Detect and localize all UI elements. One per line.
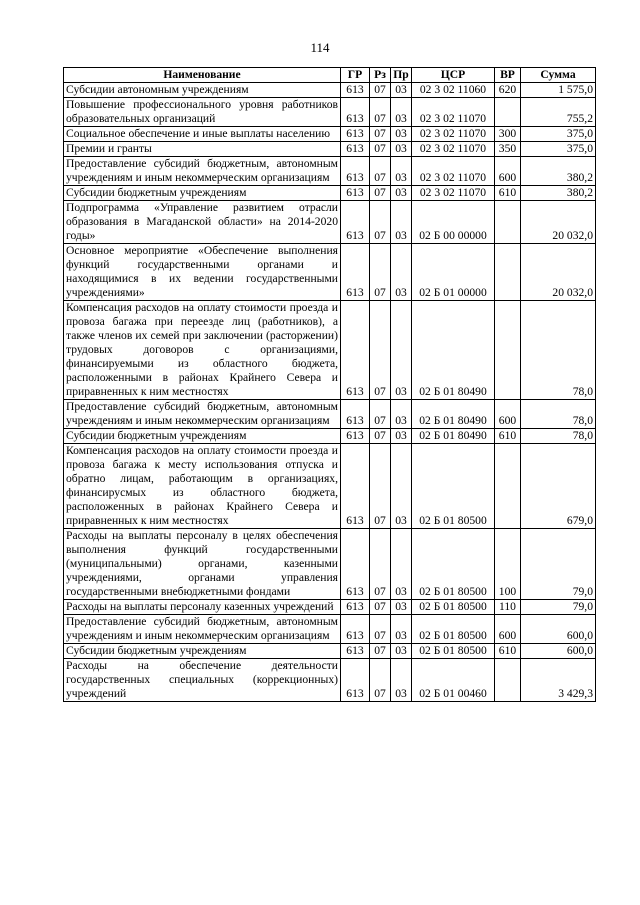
cell-rz: 07 (370, 98, 391, 127)
cell-name: Предоставление субсидий бюджетным, автономным учреждениям и иным некоммерческим организациям (64, 400, 341, 429)
cell-rz: 07 (370, 444, 391, 529)
cell-name: Расходы на выплаты персоналу казенных учреждений (64, 600, 341, 615)
cell-csr: 02 Б 01 80490 (412, 400, 495, 429)
cell-name: Основное мероприятие «Обеспечение выполнения функций государственными органами и находящимися в их ведении государственными учреждениями» (64, 244, 341, 301)
cell-rz: 07 (370, 157, 391, 186)
header-rz: Рз (370, 68, 391, 83)
table-row (64, 301, 596, 400)
cell-sum: 20 032,0 (521, 244, 596, 301)
cell-name: Подпрограмма «Управление развитием отрасли образования в Магаданской области» на 2014-2020 годы» (64, 201, 341, 244)
cell-csr: 02 3 02 11070 (412, 157, 495, 186)
header-sum: Сумма (521, 68, 596, 83)
cell-gr: 613 (341, 644, 370, 659)
cell-rz: 07 (370, 301, 391, 400)
cell-sum: 755,2 (521, 98, 596, 127)
cell-name: Предоставление субсидий бюджетным, автономным учреждениям и иным некоммерческим организациям (64, 615, 341, 644)
table-row (64, 429, 596, 444)
cell-rz: 07 (370, 429, 391, 444)
table-row (64, 142, 596, 157)
cell-gr: 613 (341, 529, 370, 600)
table-row (64, 244, 596, 301)
cell-pr: 03 (391, 127, 412, 142)
cell-gr: 613 (341, 142, 370, 157)
cell-gr: 613 (341, 600, 370, 615)
cell-name: Субсидии бюджетным учреждениям (64, 644, 341, 659)
cell-pr: 03 (391, 186, 412, 201)
cell-sum: 20 032,0 (521, 201, 596, 244)
cell-name: Расходы на выплаты персоналу в целях обеспечения выполнения функций государственными (муниципальными) органами, казенными учреждениями, органами управления государственными внебюджетными фондами (64, 529, 341, 600)
cell-name: Повышение профессионального уровня работников образовательных организаций (64, 98, 341, 127)
header-gr: ГР (341, 68, 370, 83)
cell-pr: 03 (391, 615, 412, 644)
cell-vr (495, 244, 521, 301)
cell-pr: 03 (391, 301, 412, 400)
cell-sum: 3 429,3 (521, 659, 596, 702)
cell-sum: 79,0 (521, 529, 596, 600)
table-row (64, 98, 596, 127)
cell-sum: 380,2 (521, 157, 596, 186)
cell-gr: 613 (341, 400, 370, 429)
cell-sum: 78,0 (521, 301, 596, 400)
cell-name: Предоставление субсидий бюджетным, автономным учреждениям и иным некоммерческим организациям (64, 157, 341, 186)
cell-name: Социальное обеспечение и иные выплаты населению (64, 127, 341, 142)
cell-gr: 613 (341, 659, 370, 702)
cell-vr: 610 (495, 429, 521, 444)
table-row (64, 615, 596, 644)
cell-rz: 07 (370, 127, 391, 142)
page-number: 114 (310, 40, 330, 55)
cell-csr: 02 Б 01 80490 (412, 301, 495, 400)
cell-rz: 07 (370, 400, 391, 429)
cell-sum: 600,0 (521, 644, 596, 659)
cell-rz: 07 (370, 529, 391, 600)
cell-pr: 03 (391, 444, 412, 529)
cell-csr: 02 Б 01 00000 (412, 244, 495, 301)
header-vr: ВР (495, 68, 521, 83)
cell-vr: 100 (495, 529, 521, 600)
cell-csr: 02 3 02 11070 (412, 142, 495, 157)
cell-csr: 02 3 02 11070 (412, 98, 495, 127)
cell-rz: 07 (370, 244, 391, 301)
table-row (64, 201, 596, 244)
cell-name: Субсидии бюджетным учреждениям (64, 429, 341, 444)
cell-gr: 613 (341, 301, 370, 400)
cell-gr: 613 (341, 429, 370, 444)
cell-pr: 03 (391, 157, 412, 186)
table-row (64, 644, 596, 659)
cell-name: Компенсация расходов на оплату стоимости проезда и провоза багажа к месту использования отпуска и обратно лицам, работающим в организациях, финансирусмых из областного бюджета, расположенных в районах Крайнего Севера и приравненных к ним местностях (64, 444, 341, 529)
cell-csr: 02 3 02 11070 (412, 186, 495, 201)
cell-vr (495, 98, 521, 127)
cell-name: Премии и гранты (64, 142, 341, 157)
table-row (64, 83, 596, 98)
cell-vr: 620 (495, 83, 521, 98)
cell-gr: 613 (341, 157, 370, 186)
cell-name: Субсидии автономным учреждениям (64, 83, 341, 98)
table-header-row (64, 68, 596, 83)
cell-vr (495, 201, 521, 244)
cell-sum: 1 575,0 (521, 83, 596, 98)
cell-sum: 78,0 (521, 429, 596, 444)
cell-gr: 613 (341, 615, 370, 644)
cell-gr: 613 (341, 444, 370, 529)
table-row (64, 400, 596, 429)
cell-pr: 03 (391, 429, 412, 444)
header-csr: ЦСР (412, 68, 495, 83)
cell-csr: 02 Б 01 80500 (412, 529, 495, 600)
cell-rz: 07 (370, 600, 391, 615)
cell-csr: 02 Б 01 80500 (412, 600, 495, 615)
cell-pr: 03 (391, 644, 412, 659)
cell-pr: 03 (391, 529, 412, 600)
cell-sum: 380,2 (521, 186, 596, 201)
cell-sum: 375,0 (521, 142, 596, 157)
cell-gr: 613 (341, 127, 370, 142)
cell-csr: 02 Б 01 80500 (412, 444, 495, 529)
cell-gr: 613 (341, 186, 370, 201)
cell-gr: 613 (341, 201, 370, 244)
cell-vr (495, 444, 521, 529)
cell-vr: 600 (495, 615, 521, 644)
cell-vr: 300 (495, 127, 521, 142)
cell-pr: 03 (391, 201, 412, 244)
cell-csr: 02 3 02 11070 (412, 127, 495, 142)
budget-table (63, 67, 596, 702)
cell-rz: 07 (370, 615, 391, 644)
cell-name: Расходы на обеспечение деятельности государственных специальных (коррекционных) учреждений (64, 659, 341, 702)
cell-pr: 03 (391, 244, 412, 301)
cell-csr: 02 Б 01 80500 (412, 644, 495, 659)
cell-csr: 02 Б 01 80490 (412, 429, 495, 444)
cell-pr: 03 (391, 600, 412, 615)
cell-rz: 07 (370, 201, 391, 244)
cell-name: Компенсация расходов на оплату стоимости проезда и провоза багажа при переезде лиц (работников), а также членов их семей при заключении (расторжении) трудовых договоров с организациями, финансируемыми из областного бюджета, расположенными в районах Крайнего Севера и приравненных к ним местностях (64, 301, 341, 400)
cell-gr: 613 (341, 98, 370, 127)
table-row (64, 127, 596, 142)
cell-pr: 03 (391, 98, 412, 127)
cell-pr: 03 (391, 400, 412, 429)
cell-sum: 78,0 (521, 400, 596, 429)
header-name: Наименование (64, 68, 341, 83)
cell-vr: 110 (495, 600, 521, 615)
cell-pr: 03 (391, 83, 412, 98)
cell-csr: 02 Б 00 00000 (412, 201, 495, 244)
cell-rz: 07 (370, 186, 391, 201)
cell-vr: 600 (495, 400, 521, 429)
table-row (64, 157, 596, 186)
table-row (64, 659, 596, 702)
table-row (64, 529, 596, 600)
cell-rz: 07 (370, 644, 391, 659)
cell-vr: 610 (495, 644, 521, 659)
cell-vr: 350 (495, 142, 521, 157)
cell-csr: 02 Б 01 00460 (412, 659, 495, 702)
cell-gr: 613 (341, 244, 370, 301)
cell-gr: 613 (341, 83, 370, 98)
cell-vr (495, 301, 521, 400)
cell-vr: 610 (495, 186, 521, 201)
cell-sum: 375,0 (521, 127, 596, 142)
cell-csr: 02 3 02 11060 (412, 83, 495, 98)
cell-sum: 679,0 (521, 444, 596, 529)
cell-pr: 03 (391, 142, 412, 157)
cell-sum: 79,0 (521, 600, 596, 615)
table-row (64, 444, 596, 529)
cell-csr: 02 Б 01 80500 (412, 615, 495, 644)
table-row (64, 186, 596, 201)
table-row (64, 600, 596, 615)
cell-name: Субсидии бюджетным учреждениям (64, 186, 341, 201)
cell-rz: 07 (370, 83, 391, 98)
cell-vr (495, 659, 521, 702)
cell-sum: 600,0 (521, 615, 596, 644)
header-pr: Пр (391, 68, 412, 83)
cell-rz: 07 (370, 142, 391, 157)
cell-vr: 600 (495, 157, 521, 186)
cell-pr: 03 (391, 659, 412, 702)
cell-rz: 07 (370, 659, 391, 702)
